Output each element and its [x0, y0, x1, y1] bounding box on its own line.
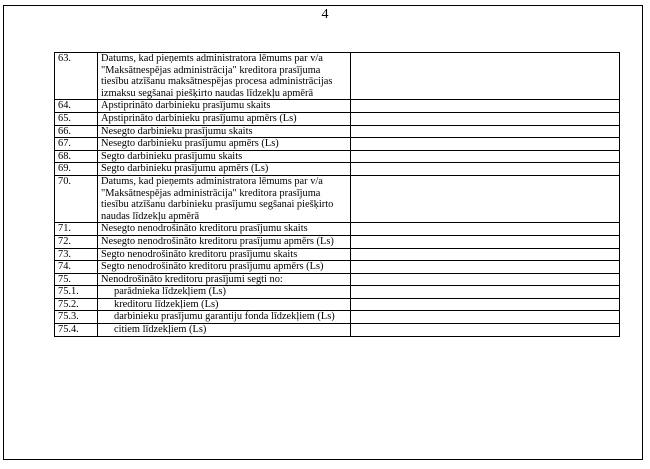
form-table-body — [55, 53, 620, 337]
row-number: 73. — [55, 248, 98, 261]
row-label: Nesegto nenodrošināto kreditoru prasījumu skaits — [98, 223, 351, 236]
row-label: Segto darbinieku prasījumu skaits — [98, 150, 351, 163]
row-value-cell[interactable] — [351, 138, 620, 151]
row-number: 71. — [55, 223, 98, 236]
row-number: 75.1. — [55, 286, 98, 299]
row-number: 67. — [55, 138, 98, 151]
table-row — [55, 248, 620, 261]
row-number: 65. — [55, 112, 98, 125]
page-number: 4 — [321, 7, 329, 22]
row-number: 70. — [55, 175, 98, 222]
row-label: Datums, kad pieņemts administratora lēmums par v/a "Maksātnespējas administrācija" kreditora prasījuma tiesību atzīšanu maksātnespējas procesa administrācijas izmaksu segšanai piešķirto naudas līdzekļu apmērā — [98, 53, 351, 100]
table-row — [55, 163, 620, 176]
row-label: kreditoru līdzekļiem (Ls) — [98, 298, 351, 311]
table-row — [55, 273, 620, 286]
row-label: Segto darbinieku prasījumu apmērs (Ls) — [98, 163, 351, 176]
row-number: 75.3. — [55, 311, 98, 324]
table-row — [55, 311, 620, 324]
row-label: citiem līdzekļiem (Ls) — [98, 324, 351, 337]
row-value-cell[interactable] — [351, 175, 620, 222]
row-value-cell[interactable] — [351, 112, 620, 125]
row-label: Segto nenodrošināto kreditoru prasījumu skaits — [98, 248, 351, 261]
row-label: darbinieku prasījumu garantiju fonda līdzekļiem (Ls) — [98, 311, 351, 324]
row-label: Nesegto darbinieku prasījumu apmērs (Ls) — [98, 138, 351, 151]
row-value-cell[interactable] — [351, 235, 620, 248]
row-number: 74. — [55, 261, 98, 274]
row-number: 66. — [55, 125, 98, 138]
table-row — [55, 324, 620, 337]
table-row — [55, 223, 620, 236]
table-row — [55, 150, 620, 163]
table-row — [55, 175, 620, 222]
table-row — [55, 100, 620, 113]
row-number: 72. — [55, 235, 98, 248]
table-row — [55, 138, 620, 151]
table-row — [55, 235, 620, 248]
row-value-cell[interactable] — [351, 150, 620, 163]
row-value-cell[interactable] — [351, 311, 620, 324]
row-label: Datums, kad pieņemts administratora lēmums par v/a "Maksātnespējas administrācija" kreditora prasījuma tiesību atzīšanu darbinieku prasījumu segšanai piešķirto naudas līdzekļu apmērā — [98, 175, 351, 222]
row-label: Segto nenodrošināto kreditoru prasījumu apmērs (Ls) — [98, 261, 351, 274]
table-row — [55, 112, 620, 125]
row-value-cell[interactable] — [351, 100, 620, 113]
row-label: Apstiprināto darbinieku prasījumu apmērs (Ls) — [98, 112, 351, 125]
row-value-cell[interactable] — [351, 223, 620, 236]
row-label: Nesegto nenodrošināto kreditoru prasījumu apmērs (Ls) — [98, 235, 351, 248]
row-number: 64. — [55, 100, 98, 113]
form-table — [54, 52, 620, 337]
row-label: Nesegto darbinieku prasījumu skaits — [98, 125, 351, 138]
row-value-cell[interactable] — [351, 261, 620, 274]
row-number: 69. — [55, 163, 98, 176]
row-number: 75. — [55, 273, 98, 286]
table-row — [55, 53, 620, 100]
row-number: 68. — [55, 150, 98, 163]
row-value-cell[interactable] — [351, 298, 620, 311]
row-value-cell[interactable] — [351, 286, 620, 299]
row-number: 75.4. — [55, 324, 98, 337]
table-row — [55, 286, 620, 299]
table-row — [55, 261, 620, 274]
row-value-cell[interactable] — [351, 163, 620, 176]
row-value-cell[interactable] — [351, 125, 620, 138]
row-value-cell[interactable] — [351, 273, 620, 286]
table-row — [55, 298, 620, 311]
row-number: 63. — [55, 53, 98, 100]
row-value-cell[interactable] — [351, 248, 620, 261]
row-number: 75.2. — [55, 298, 98, 311]
row-label: Nenodrošināto kreditoru prasījumi segti no: — [98, 273, 351, 286]
row-value-cell[interactable] — [351, 324, 620, 337]
row-label: parādnieka līdzekļiem (Ls) — [98, 286, 351, 299]
table-row — [55, 125, 620, 138]
row-label: Apstiprināto darbinieku prasījumu skaits — [98, 100, 351, 113]
row-value-cell[interactable] — [351, 53, 620, 100]
